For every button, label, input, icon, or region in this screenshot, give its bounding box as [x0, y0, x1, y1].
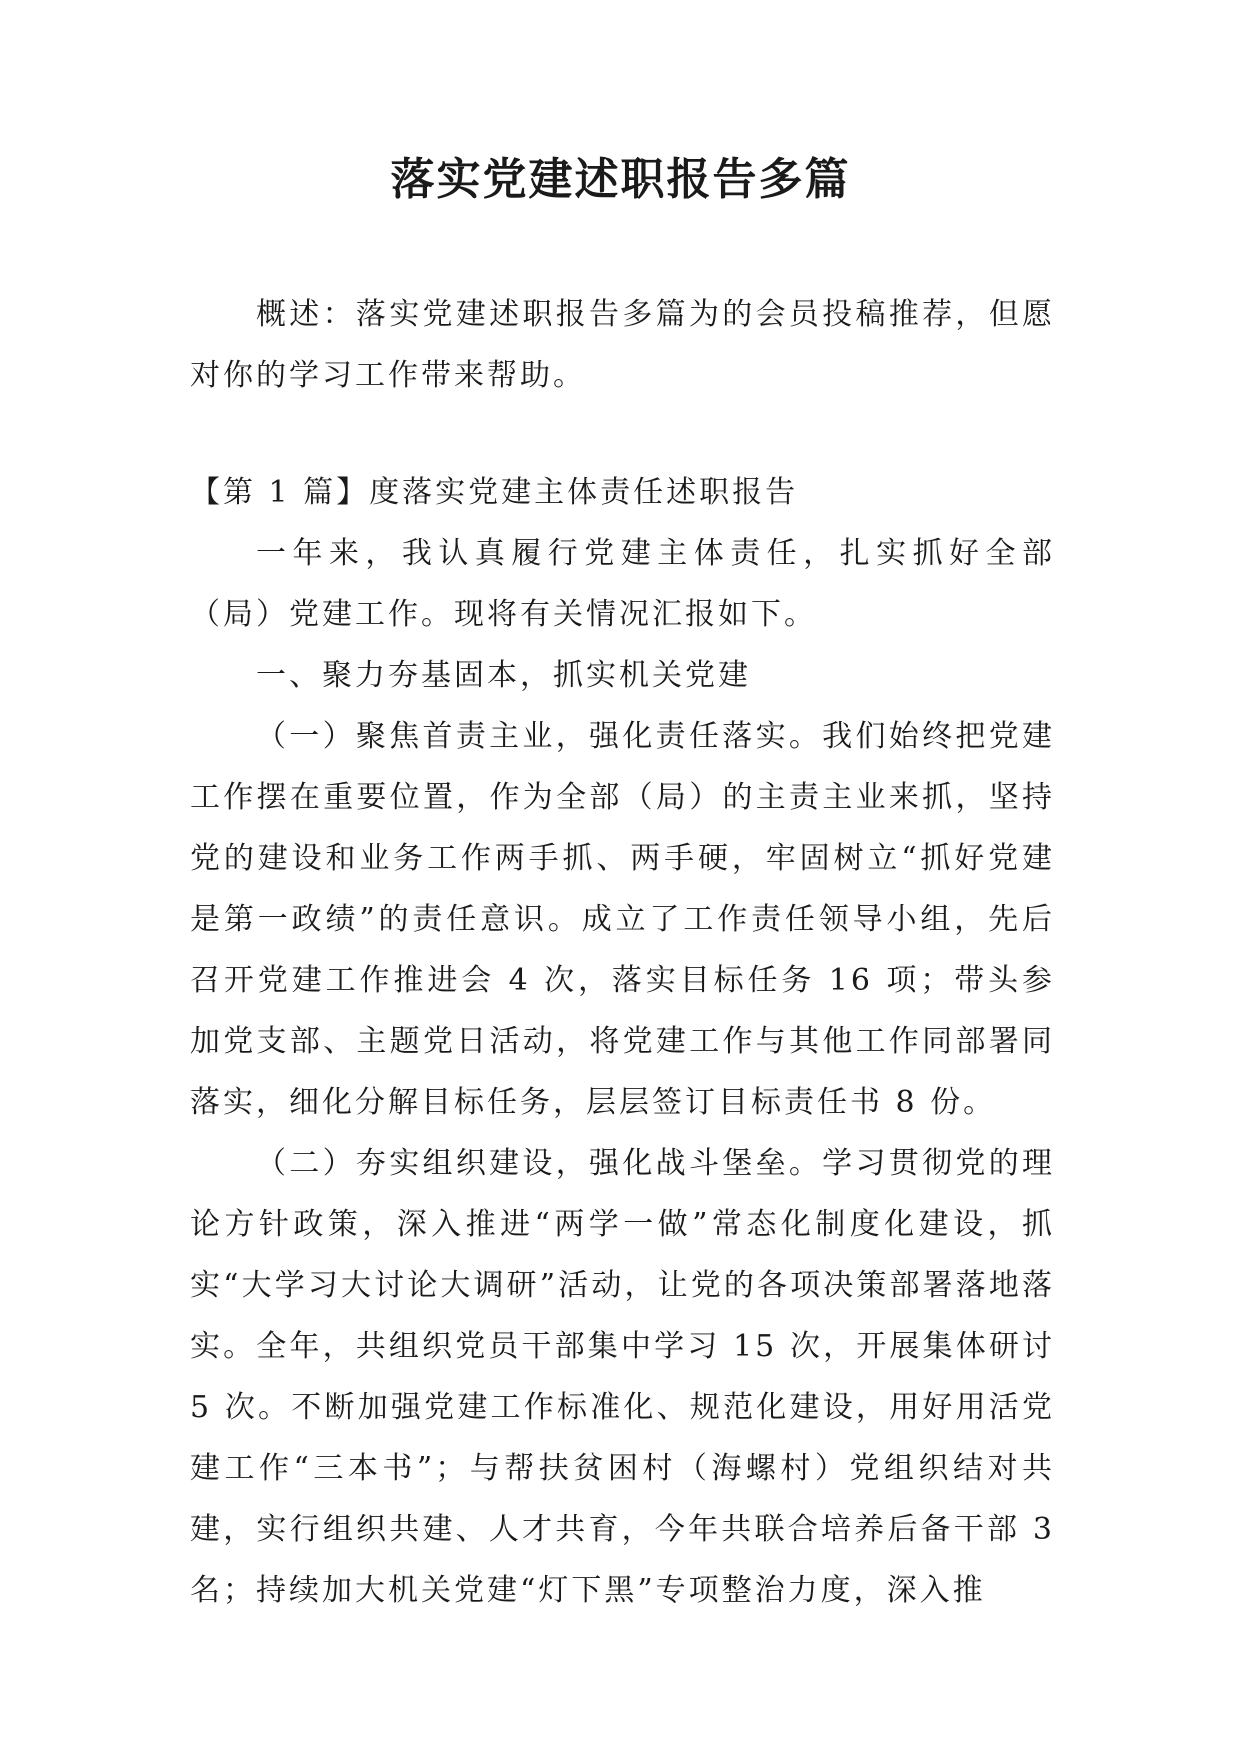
- paragraph-organization: （二）夯实组织建设，强化战斗堡垒。学习贯彻党的理论方针政策，深入推进“两学一做”常态化制度化建设，抓实“大学习大讨论大调研”活动，让党的各项决策部署落地落实。全年，共组织党员干部集中学习 15 次，开展集体研讨 5 次。不断加强党建工作标准化、规范化建设，用好用活党建工作“三本书”；与帮扶贫困村（海螺村）党组织结对共建，实行组织共建、人才共育，今年共联合培养后备干部 3 名；持续加大机关党建“灯下黑”专项整治力度，深入推: [190, 1146, 1055, 1608]
- document-title: 落实党建述职报告多篇: [390, 154, 851, 205]
- paragraph-responsibility: （一）聚焦首责主业，强化责任落实。我们始终把党建工作摆在重要位置，作为全部（局）的主责主业来抓，坚持党的建设和业务工作两手抓、两手硬，牢固树立“抓好党建是第一政绩”的责任意识。成立了工作责任领导小组，先后召开党建工作推进会 4 次，落实目标任务 16 项；带头参加党支部、主题党日活动，将党建工作与其他工作同部署同落实，细化分解目标任务，层层签订目标责任书 8 份。: [190, 719, 1055, 1120]
- paragraph-heading-1: 一、聚力夯基固本，抓实机关党建: [256, 658, 751, 693]
- document-content: [190, 462, 1055, 1621]
- paragraph-intro: 一年来，我认真履行党建主体责任，扎实抓好全部（局）党建工作。现将有关情况汇报如下。: [190, 536, 1055, 632]
- summary-paragraph: 概述：落实党建述职报告多篇为的会员投稿推荐，但愿对你的学习工作带来帮助。: [190, 297, 1055, 393]
- section-heading: 【第 1 篇】度落实党建主体责任述职报告: [190, 475, 799, 510]
